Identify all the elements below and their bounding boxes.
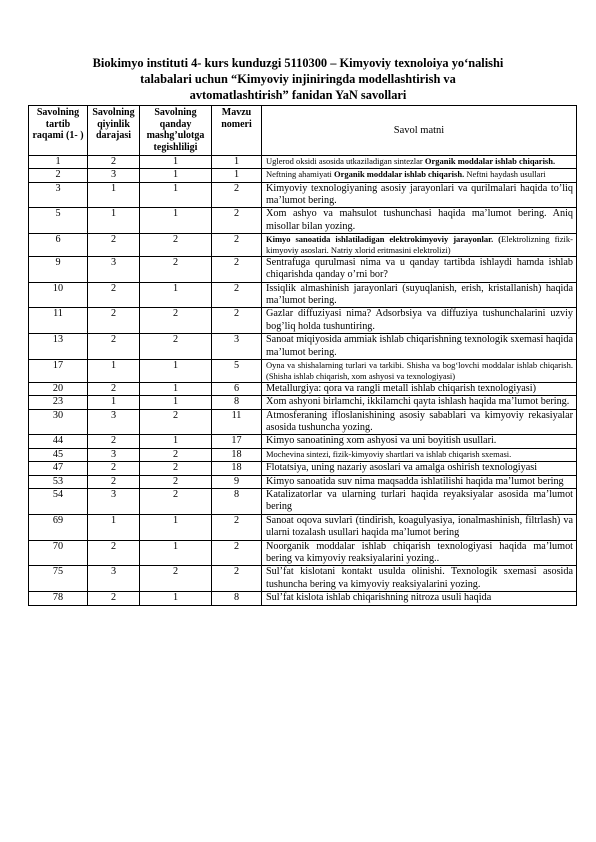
cell-difficulty: 2 bbox=[88, 155, 140, 168]
cell-topic-number: 17 bbox=[212, 435, 262, 448]
cell-session-type: 1 bbox=[140, 514, 212, 540]
title-line-1: Biokimyo instituti 4- kurs kunduzgi 5110300 – Kimyoviy texnoloiya yo‘nalishi bbox=[92, 56, 504, 70]
cell-topic-number: 2 bbox=[212, 208, 262, 234]
question-text-pre: Atmosferaning ifloslanishining asosiy sabablari va kimyoviy rekasiyalar asosida tushuncha yozing. bbox=[266, 409, 573, 433]
table-row bbox=[29, 462, 577, 475]
cell-topic-number: 2 bbox=[212, 540, 262, 566]
cell-question-text bbox=[262, 169, 577, 182]
table-row bbox=[29, 488, 577, 514]
cell-question-text bbox=[262, 256, 577, 282]
table-row bbox=[29, 182, 577, 208]
cell-session-type: 1 bbox=[140, 435, 212, 448]
cell-session-type: 2 bbox=[140, 448, 212, 461]
table-body bbox=[29, 155, 577, 605]
question-text-pre: Sanoat oqova suvlari (tindirish, koagulyasiya, ionalmashinish, filtrlash) va ularni tozalash usullari haqida ma’lumot bering bbox=[266, 514, 573, 539]
cell-order-number: 6 bbox=[29, 234, 88, 257]
cell-order-number: 5 bbox=[29, 208, 88, 234]
question-text-pre: Katalizatorlar va ularning turlari haqida reyaksiyalar asosida ma’lumot bering bbox=[266, 488, 573, 513]
table-row bbox=[29, 475, 577, 488]
header-order-number: Savolning tartib raqami (1- ) bbox=[29, 106, 88, 156]
cell-topic-number: 2 bbox=[212, 182, 262, 208]
table-row bbox=[29, 435, 577, 448]
cell-question-text bbox=[262, 462, 577, 475]
cell-session-type: 2 bbox=[140, 308, 212, 334]
cell-difficulty: 2 bbox=[88, 592, 140, 605]
question-text-pre: Xom ashyoni birlamchi, ikkilamchi qayta ishlash haqida ma’lumot bering. bbox=[266, 396, 570, 408]
question-text-pre: Noorganik moddalar ishlab chiqarish texnologiyasi haqida ma’lumot bering va kimyoviy reaksiyalarini yozing.. bbox=[266, 540, 573, 564]
cell-question-text bbox=[262, 396, 577, 409]
cell-difficulty: 3 bbox=[88, 256, 140, 282]
question-text-pre: Flotatsiya, uning nazariy asoslari va amalga oshirish texnologiyasi bbox=[266, 462, 538, 474]
table-row bbox=[29, 514, 577, 540]
table-row bbox=[29, 566, 577, 592]
cell-question-text bbox=[262, 514, 577, 540]
cell-question-text bbox=[262, 282, 577, 308]
question-text-pre: Sul’fat kislotani kontakt usulda olinishi. Texnologik sxemasi asosida tushuncha bering va kimyoviy reaksiyalarini yozing. bbox=[266, 566, 573, 590]
cell-question-text bbox=[262, 155, 577, 168]
cell-session-type: 2 bbox=[140, 566, 212, 592]
cell-order-number: 1 bbox=[29, 155, 88, 168]
cell-topic-number: 2 bbox=[212, 308, 262, 334]
cell-order-number: 3 bbox=[29, 182, 88, 208]
question-text-pre: Issiqlik almashinish jarayonlari (suyuqlanish, erish, kristallanish) haqida ma’lumot bering. bbox=[266, 282, 573, 307]
cell-topic-number: 1 bbox=[212, 155, 262, 168]
table-row bbox=[29, 382, 577, 395]
title-line-2: talabalari uchun “Kimyoviy injiniringda modellashtirish va bbox=[140, 71, 456, 86]
cell-order-number: 9 bbox=[29, 256, 88, 282]
cell-difficulty: 1 bbox=[88, 360, 140, 383]
question-text-post: Neftni haydash usullari bbox=[464, 169, 546, 180]
question-text-bold: Kimyo sanoatida ishlatiladigan elektrokimyoviy jarayonlar. ( bbox=[266, 234, 502, 245]
cell-order-number: 44 bbox=[29, 435, 88, 448]
question-text-pre: Metallurgiya: qora va rangli metall ishlab chiqarish texnologiyasi) bbox=[266, 382, 536, 394]
table-header-row bbox=[29, 106, 577, 156]
cell-topic-number: 2 bbox=[212, 514, 262, 540]
cell-question-text bbox=[262, 382, 577, 395]
question-text-pre: Kimyo sanoatining xom ashyosi va uni boyitish usullari. bbox=[266, 435, 497, 447]
cell-order-number: 45 bbox=[29, 448, 88, 461]
cell-difficulty: 2 bbox=[88, 234, 140, 257]
cell-difficulty: 2 bbox=[88, 435, 140, 448]
cell-difficulty: 2 bbox=[88, 308, 140, 334]
cell-session-type: 1 bbox=[140, 540, 212, 566]
cell-order-number: 70 bbox=[29, 540, 88, 566]
cell-order-number: 54 bbox=[29, 488, 88, 514]
header-topic-number: Mavzu nomeri bbox=[212, 106, 262, 156]
cell-order-number: 17 bbox=[29, 360, 88, 383]
cell-question-text bbox=[262, 182, 577, 208]
table-row bbox=[29, 155, 577, 168]
cell-question-text bbox=[262, 488, 577, 514]
cell-topic-number: 2 bbox=[212, 234, 262, 257]
cell-topic-number: 18 bbox=[212, 448, 262, 461]
cell-difficulty: 1 bbox=[88, 182, 140, 208]
cell-session-type: 1 bbox=[140, 592, 212, 605]
cell-topic-number: 1 bbox=[212, 169, 262, 182]
cell-order-number: 53 bbox=[29, 475, 88, 488]
cell-topic-number: 6 bbox=[212, 382, 262, 395]
header-session-type: Savolning qanday mashg’ulotga tegishliligi bbox=[140, 106, 212, 156]
cell-order-number: 11 bbox=[29, 308, 88, 334]
cell-session-type: 2 bbox=[140, 475, 212, 488]
document-title bbox=[60, 56, 536, 103]
cell-order-number: 13 bbox=[29, 334, 88, 360]
cell-session-type: 1 bbox=[140, 182, 212, 208]
cell-order-number: 75 bbox=[29, 566, 88, 592]
table-row bbox=[29, 308, 577, 334]
table-row bbox=[29, 334, 577, 360]
table-row bbox=[29, 592, 577, 605]
table-row bbox=[29, 234, 577, 257]
cell-question-text bbox=[262, 334, 577, 360]
cell-topic-number: 18 bbox=[212, 462, 262, 475]
cell-order-number: 2 bbox=[29, 169, 88, 182]
question-text-pre: Uglerod oksidi asosida utkaziladigan sintezlar bbox=[266, 155, 425, 166]
questions-table bbox=[28, 105, 577, 606]
cell-difficulty: 2 bbox=[88, 540, 140, 566]
question-text-pre: Kimyoviy texnologiyaning asosiy jarayonlari va qurilmalari haqida to’liq ma’lumot bering. bbox=[266, 182, 573, 207]
cell-question-text bbox=[262, 308, 577, 334]
cell-session-type: 2 bbox=[140, 334, 212, 360]
cell-session-type: 2 bbox=[140, 234, 212, 257]
cell-difficulty: 2 bbox=[88, 334, 140, 360]
cell-difficulty: 3 bbox=[88, 488, 140, 514]
cell-difficulty: 2 bbox=[88, 475, 140, 488]
cell-question-text bbox=[262, 540, 577, 566]
cell-topic-number: 11 bbox=[212, 409, 262, 435]
table-row bbox=[29, 169, 577, 182]
question-text-pre: Gazlar diffuziyasi nima? Adsorbsiya va diffuziya tushunchalarini uzviy bog’liq holda tushuntiring. bbox=[266, 308, 573, 332]
cell-session-type: 2 bbox=[140, 256, 212, 282]
cell-question-text bbox=[262, 208, 577, 234]
cell-session-type: 2 bbox=[140, 409, 212, 435]
cell-topic-number: 3 bbox=[212, 334, 262, 360]
table-row bbox=[29, 256, 577, 282]
cell-question-text bbox=[262, 435, 577, 448]
question-text-pre: Xom ashyo va mahsulot tushunchasi haqida ma’lumot bering. Aniq misollar bilan yozing. bbox=[266, 208, 573, 232]
question-text-post: Elektrolizning fizik-kimyoviy asoslari. Natriy xlorid eritmasini elektrolizi) bbox=[266, 234, 573, 256]
question-text-pre: Mochevina sintezi, fizik-kimyoviy shartlari va ishlab chiqarish sxemasi. bbox=[266, 448, 512, 459]
header-question-text: Savol matni bbox=[262, 106, 577, 156]
cell-session-type: 1 bbox=[140, 360, 212, 383]
question-text-pre: Kimyo sanoatida suv nima maqsadda ishlatilishi haqida ma’lumot bering bbox=[266, 475, 564, 487]
cell-question-text bbox=[262, 566, 577, 592]
table-row bbox=[29, 396, 577, 409]
cell-difficulty: 2 bbox=[88, 282, 140, 308]
cell-order-number: 78 bbox=[29, 592, 88, 605]
question-text-pre: Sentrafuga qurulmasi nima va u qanday tartibda ishlaydi hamda ishlab chiqarishda qanday o’rni bor? bbox=[266, 256, 573, 281]
table-row bbox=[29, 282, 577, 308]
table-row bbox=[29, 409, 577, 435]
cell-question-text bbox=[262, 448, 577, 461]
cell-topic-number: 8 bbox=[212, 396, 262, 409]
question-text-bold: Organik moddalar ishlab chiqarish. bbox=[333, 169, 465, 180]
cell-difficulty: 1 bbox=[88, 396, 140, 409]
cell-topic-number: 2 bbox=[212, 566, 262, 592]
cell-order-number: 23 bbox=[29, 396, 88, 409]
cell-question-text bbox=[262, 409, 577, 435]
question-text-pre: Sanoat miqiyosida ammiak ishlab chiqarishning texnologik sxemasi haqida ma’lumot bering. bbox=[266, 334, 573, 358]
cell-order-number: 69 bbox=[29, 514, 88, 540]
cell-difficulty: 2 bbox=[88, 462, 140, 475]
table-row bbox=[29, 448, 577, 461]
cell-question-text bbox=[262, 234, 577, 257]
question-text-pre: Neftning ahamiyati bbox=[266, 169, 334, 180]
cell-difficulty: 3 bbox=[88, 566, 140, 592]
cell-difficulty: 1 bbox=[88, 514, 140, 540]
cell-order-number: 47 bbox=[29, 462, 88, 475]
table-row bbox=[29, 208, 577, 234]
cell-difficulty: 2 bbox=[88, 382, 140, 395]
cell-topic-number: 8 bbox=[212, 592, 262, 605]
cell-session-type: 2 bbox=[140, 488, 212, 514]
cell-order-number: 20 bbox=[29, 382, 88, 395]
question-text-pre: Oyna va shishalarning turlari va tarkibi. Shisha va bog‘lovchi moddalar ishlab chiqarish.(Shisha ishlab chiqarish, xom ashyosi va texnologiyasi) bbox=[266, 360, 573, 381]
cell-session-type: 1 bbox=[140, 208, 212, 234]
cell-session-type: 1 bbox=[140, 396, 212, 409]
cell-topic-number: 9 bbox=[212, 475, 262, 488]
cell-difficulty: 3 bbox=[88, 409, 140, 435]
table-row bbox=[29, 540, 577, 566]
cell-order-number: 10 bbox=[29, 282, 88, 308]
cell-difficulty: 1 bbox=[88, 208, 140, 234]
cell-question-text bbox=[262, 360, 577, 383]
cell-order-number: 30 bbox=[29, 409, 88, 435]
cell-session-type: 1 bbox=[140, 169, 212, 182]
table-row bbox=[29, 360, 577, 383]
cell-question-text bbox=[262, 592, 577, 605]
cell-difficulty: 3 bbox=[88, 169, 140, 182]
question-text-bold: Organik moddalar ishlab chiqarish. bbox=[424, 155, 556, 166]
question-text-pre: Sul’fat kislota ishlab chiqarishning nitroza usuli haqida bbox=[266, 592, 492, 604]
cell-session-type: 2 bbox=[140, 462, 212, 475]
cell-topic-number: 5 bbox=[212, 360, 262, 383]
header-difficulty: Savolning qiyinlik darajasi bbox=[88, 106, 140, 156]
title-line-3: avtomatlashtirish” fanidan YaN savollari bbox=[189, 87, 407, 102]
cell-topic-number: 2 bbox=[212, 256, 262, 282]
cell-session-type: 1 bbox=[140, 282, 212, 308]
cell-session-type: 1 bbox=[140, 155, 212, 168]
cell-topic-number: 8 bbox=[212, 488, 262, 514]
cell-question-text bbox=[262, 475, 577, 488]
cell-topic-number: 2 bbox=[212, 282, 262, 308]
cell-difficulty: 3 bbox=[88, 448, 140, 461]
cell-session-type: 1 bbox=[140, 382, 212, 395]
